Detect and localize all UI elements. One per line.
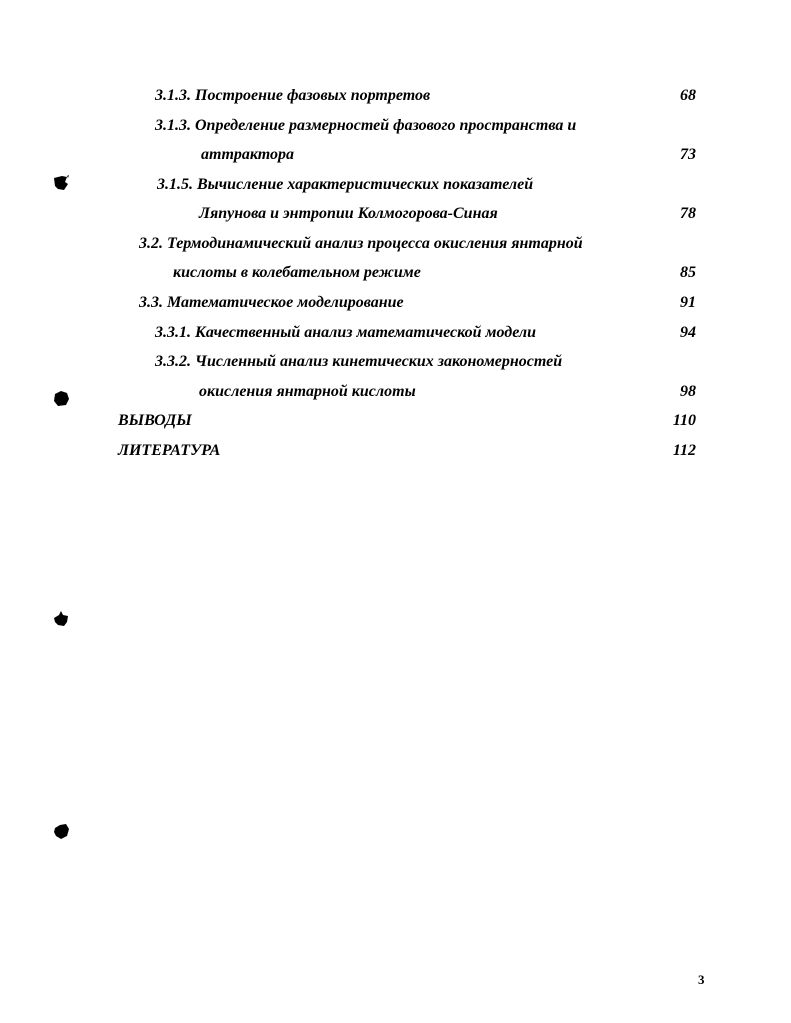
toc-page-number: 94: [680, 324, 696, 341]
toc-entry-3-3-2-numerical-analysis: 3.3.2. Численный анализ кинетических закономерностей: [155, 353, 563, 370]
toc-entry-continuation: окисления янтарной кислоты: [199, 383, 416, 400]
toc-entry-continuation: аттрактора: [201, 146, 295, 163]
toc-page-number: 98: [680, 383, 696, 400]
toc-entry-3-1-5-characteristic-exponents: 3.1.5. Вычисление характеристических показателей: [157, 176, 534, 193]
toc-entry-3-1-3-dimensions: 3.1.3. Определение размерностей фазового пространства и: [155, 117, 577, 134]
toc-entry-continuation: кислоты в колебательном режиме: [173, 264, 421, 281]
scan-blot-icon: [52, 389, 70, 407]
toc-entry-3-2-thermodynamic-analysis: 3.2. Термодинамический анализ процесса окисления янтарной: [139, 235, 583, 252]
toc-page-number: 85: [680, 264, 696, 281]
toc-page-number: 78: [680, 205, 696, 222]
toc-entry-3-3-1-qualitative-analysis: 3.3.1. Качественный анализ математической модели: [155, 324, 537, 341]
toc-page-number: 91: [680, 294, 696, 311]
toc-entry-continuation: Ляпунова и энтропии Колмогорова-Синая: [199, 205, 498, 222]
page-number: 3: [698, 972, 705, 987]
scan-blot-icon: [52, 822, 70, 840]
scan-blot-icon: [52, 174, 70, 192]
toc-entry-3-1-3-phase-portraits: 3.1.3. Построение фазовых портретов: [155, 87, 431, 104]
scan-blot-icon: [52, 610, 70, 628]
toc-entry-references: ЛИТЕРАТУРА: [118, 442, 221, 459]
toc-entry-conclusions: ВЫВОДЫ: [118, 412, 192, 429]
toc-page-number: 73: [680, 146, 696, 163]
toc-page-number: 110: [672, 412, 696, 429]
toc-page-number: 112: [672, 442, 696, 459]
toc-entry-3-3-mathematical-modeling: 3.3. Математическое моделирование: [139, 294, 404, 311]
toc-page-number: 68: [680, 87, 696, 104]
